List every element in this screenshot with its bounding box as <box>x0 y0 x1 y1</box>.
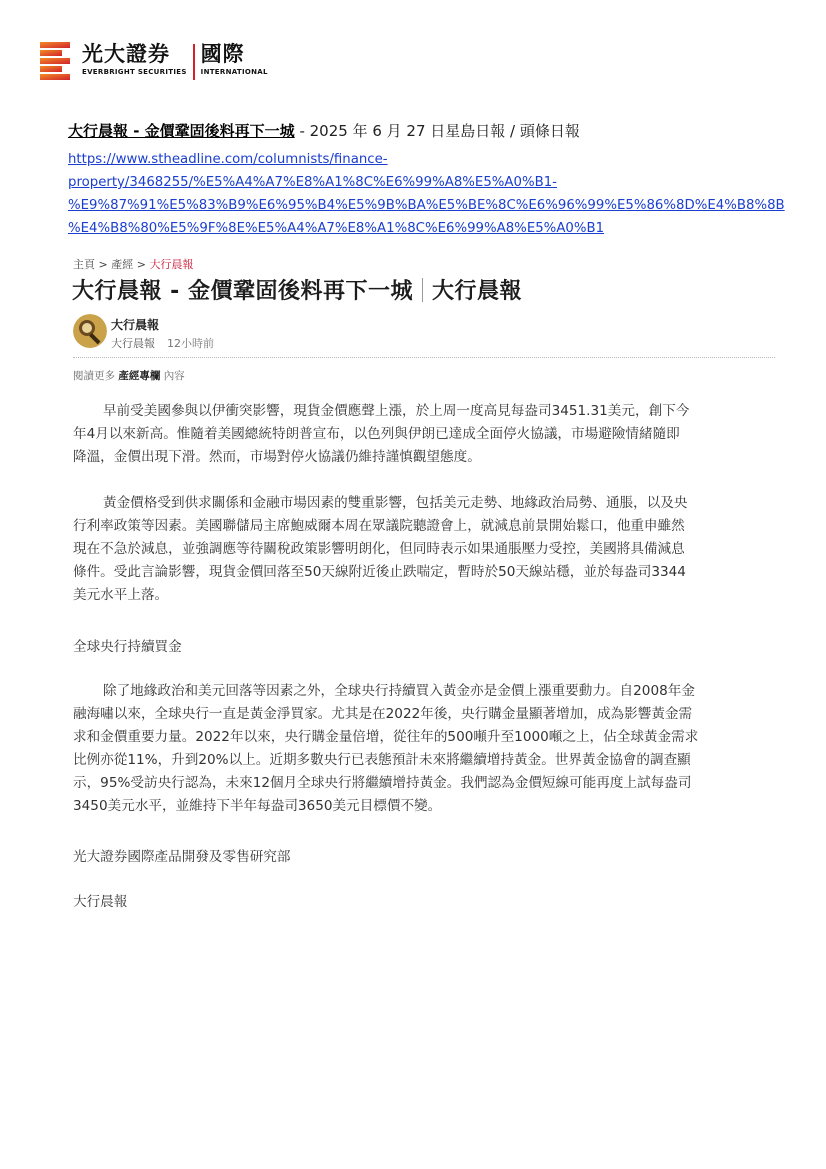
breadcrumb-section[interactable]: 產經 <box>111 258 134 271</box>
article-title: 大行晨報 - 金價鞏固後料再下一城 大行晨報 <box>72 279 522 304</box>
everbright-logo-icon <box>38 40 74 82</box>
logo-intl-cn: 國際 <box>200 42 245 66</box>
breadcrumb-home[interactable]: 主頁 <box>73 258 95 271</box>
author-name[interactable]: 大行晨報 <box>111 318 160 332</box>
paragraph-1: 早前受美國參與以伊衝突影響，現貨金價應聲上漲，於上周一度高見每盎司3451.31美元，創下今 年4月以來新高。惟隨着美國總統特朗普宣布，以色列與伊朗已達成全面停火協議，市場避險情緒隨即 降溫，金價出現下滑。然而，市場對停火協議仍維持謹慎觀望態度。 <box>73 403 690 465</box>
author-sub: 大行晨報 <box>111 337 155 350</box>
article-meta <box>111 335 214 351</box>
read-more: 閱讀更多 產經專欄 內容 <box>73 370 185 382</box>
paragraph-3: 除了地緣政治和美元回落等因素之外，全球央行持續買入黃金亦是金價上漲重要動力。自2008年金 融海嘯以來，全球央行一直是黃金淨買家。尤其是在2022年後，央行購金量顯著增加，成為影響黃金需 求和金價重要力量。2022年以來，央行購金量倍增，從往年的500噸升至1000噸之上，佔全球黃金需求 比例亦從11%，升到20%以上。近期多數央行已表態預計未來將繼續增持黃金。世界黃金協會的調查顯 示，95%受訪央行認為，未來12個月全球央行將繼續增持黃金。我們認為金價短線可能再度上試每盎司 3450美元水平，並維持下半年每盎司3650美元目標價不變。 <box>73 683 699 814</box>
author-avatar[interactable] <box>73 314 107 348</box>
divider <box>73 357 775 358</box>
url-line[interactable]: https://www.stheadline.com/columnists/finance- <box>68 152 388 167</box>
logo-name-en: EVERBRIGHT SECURITIES <box>82 68 187 76</box>
logo-name-cn: 光大證券 <box>82 42 170 66</box>
citation-title: 大行晨報 - 金價鞏固後料再下一城 <box>68 122 295 140</box>
title-divider <box>422 278 423 302</box>
department-name: 光大證券國際產品開發及零售研究部 <box>73 849 291 865</box>
breadcrumb: 主頁 > 產經 > 大行晨報 <box>73 258 194 271</box>
read-more-link[interactable]: 產經專欄 <box>118 370 161 382</box>
logo-divider <box>193 44 195 80</box>
logo-intl-en: INTERNATIONAL <box>200 68 268 76</box>
signature: 大行晨報 <box>73 894 128 910</box>
company-logo <box>38 40 268 82</box>
citation-source: - 2025 年 6 月 27 日星島日報 / 頭條日報 <box>294 122 580 140</box>
citation-line <box>68 120 580 141</box>
paragraph-2: 黃金價格受到供求關係和金融市場因素的雙重影響，包括美元走勢、地緣政治局勢、通脹，以及央 行利率政策等因素。美國聯儲局主席鮑威爾本周在眾議院聽證會上，就減息前景開始鬆口，他重申雖然 現在不急於減息，並強調應等待關稅政策影響明朗化，但同時表示如果通脹壓力受控，美國將具備減息 條件。受此言論影響，現貨金價回落至50天線附近後止跌喘定，暫時於50天線站穩，並於每盎司3344 美元水平上落。 <box>73 495 688 603</box>
section-subheading: 全球央行持續買金 <box>73 639 182 655</box>
url-line[interactable]: %E9%87%91%E5%83%B9%E6%95%B4%E5%9B%BA%E5%BE%8C%E6%96%99%E5%86%8D%E4%B8%8B <box>68 198 785 213</box>
url-line[interactable]: property/3468255/%E5%A4%A7%E8%A1%8C%E6%99%A8%E5%A0%B1- <box>68 175 557 190</box>
breadcrumb-current[interactable]: 大行晨報 <box>149 258 194 271</box>
publish-time: 12小時前 <box>167 337 214 350</box>
url-line[interactable]: %E4%B8%80%E5%9F%8E%E5%A4%A7%E8%A1%8C%E6%99%A8%E5%A0%B1 <box>68 221 605 236</box>
source-url-link[interactable] <box>68 148 785 240</box>
